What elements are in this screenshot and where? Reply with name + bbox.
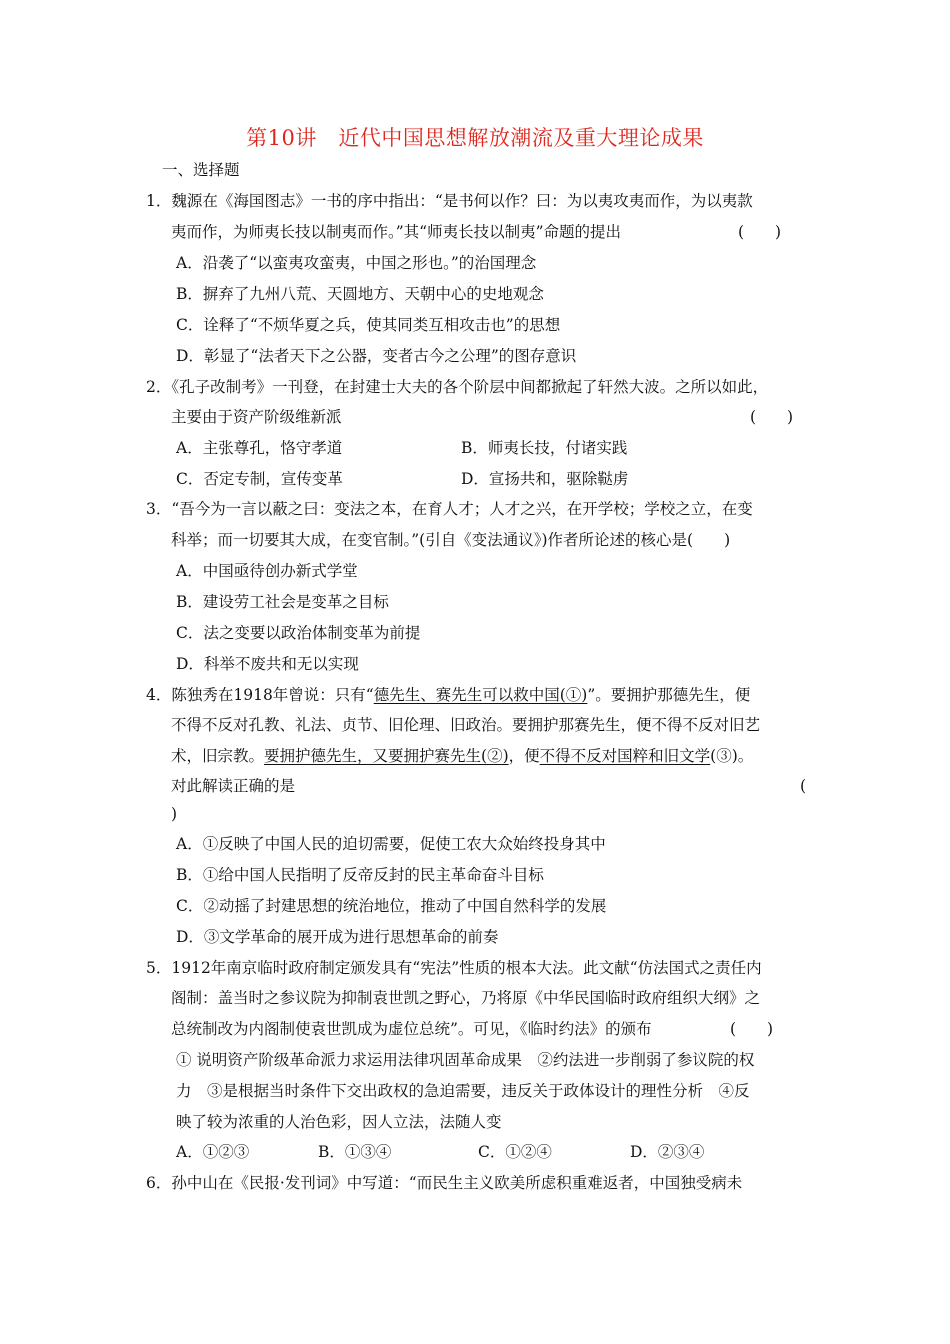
section-heading: 一、选择题 bbox=[162, 161, 240, 179]
question-5-option-b: B．①③④ bbox=[318, 1143, 392, 1161]
question-4-text-line-1 bbox=[146, 685, 750, 705]
question-4-paren-open: ( bbox=[800, 777, 807, 795]
underlined-phrase-1: 德先生、赛先生可以救中国(①) bbox=[373, 686, 588, 704]
question-4-option-a: A．①反映了中国人民的迫切需要，促使工农大众始终投身其中 bbox=[176, 835, 606, 853]
question-5-option-a: A．①②③ bbox=[176, 1143, 250, 1161]
question-4-text-line-2: 不得不反对孔教、礼法、贞节、旧伦理、旧政治。要拥护那赛先生，便不得不反对旧艺 bbox=[171, 716, 761, 734]
question-1-text-line-2: 夷而作，为师夷长技以制夷而作。”其“师夷长技以制夷”命题的提出 bbox=[171, 223, 622, 241]
question-1-option-d: D．彰显了“法者天下之公器，变者古今之公理”的图存意识 bbox=[176, 347, 577, 365]
question-2-text-line-1: 2．《孔子改制考》一刊登，在封建士大夫的各个阶层中间都掀起了轩然大波。之所以如此， bbox=[146, 378, 769, 396]
question-5-statement-line-1: ① 说明资产阶级革命派力求运用法律巩固革命成果 ②约法进一步削弱了参议院的权 bbox=[176, 1051, 755, 1069]
question-5-text-line-3: 总统制改为内阁制使袁世凯成为虚位总统”。可见，《临时约法》的颁布 bbox=[171, 1020, 652, 1038]
question-4-text-line-4: 对此解读正确的是 bbox=[171, 777, 296, 795]
question-4-text-e: (③)。 bbox=[710, 747, 754, 765]
question-4-option-d: D．③文学革命的展开成为进行思想革命的前奏 bbox=[176, 928, 499, 946]
question-2-option-b: B．师夷长技，付诸实践 bbox=[461, 439, 628, 457]
underlined-phrase-3: 不得不反对国粹和旧文学 bbox=[539, 747, 711, 765]
question-5-text-line-1: 5．1912年南京临时政府制定颁发具有“宪法”性质的根本大法。此文献“仿法国式之责任内 bbox=[146, 959, 762, 977]
question-4-text-d: ，便 bbox=[508, 747, 540, 765]
question-5-statement-line-3: 映了较为浓重的人治色彩，因人立法，法随人变 bbox=[176, 1113, 502, 1131]
question-4-text-c: 术，旧宗教。 bbox=[171, 747, 265, 765]
question-3-option-c: C．法之变要以政治体制变革为前提 bbox=[176, 624, 421, 642]
question-2-text-line-2: 主要由于资产阶级维新派 bbox=[171, 408, 342, 426]
question-3-text-line-1: 3．“吾今为一言以蔽之曰：变法之本，在育人才；人才之兴，在开学校；学校之立，在变 bbox=[146, 500, 753, 518]
question-5-answer-blank: ( ) bbox=[730, 1020, 774, 1038]
question-3-option-b: B．建设劳工社会是变革之目标 bbox=[176, 593, 389, 611]
question-4-text-line-3 bbox=[171, 746, 753, 766]
question-3-option-d: D．科举不废共和无以实现 bbox=[176, 655, 359, 673]
question-5-statement-line-2: 力 ③是根据当时条件下交出政权的急迫需要，违反关于政体设计的理性分析 ④反 bbox=[176, 1082, 750, 1100]
question-3-text-line-2: 科举；而一切要其大成，在变官制。”(引自《变法通议》)作者所论述的核心是( ) bbox=[171, 531, 731, 549]
question-6-text-line-1: 6．孙中山在《民报·发刊词》中写道：“而民生主义欧美所虑积重难返者，中国独受病未 bbox=[146, 1174, 743, 1192]
question-3-option-a: A．中国亟待创办新式学堂 bbox=[176, 562, 358, 580]
question-4-paren-close: ) bbox=[171, 805, 178, 823]
question-4-option-c: C．②动摇了封建思想的统治地位，推动了中国自然科学的发展 bbox=[176, 897, 607, 915]
question-4-text-b: ”。要拥护那德先生，便 bbox=[587, 686, 751, 704]
page-title: 第10讲 近代中国思想解放潮流及重大理论成果 bbox=[246, 126, 704, 150]
question-1-answer-blank: ( ) bbox=[738, 223, 782, 241]
underlined-phrase-2: 要拥护德先生，又要拥护赛先生(②) bbox=[264, 747, 509, 765]
question-5-option-c: C．①②④ bbox=[478, 1143, 552, 1161]
question-1-option-a: A．沿袭了“以蛮夷攻蛮夷，中国之形也。”的治国理念 bbox=[176, 254, 537, 272]
question-1-option-b: B．摒弃了九州八荒、天圆地方、天朝中心的史地观念 bbox=[176, 285, 544, 303]
question-2-option-d: D．宣扬共和，驱除鞑虏 bbox=[461, 470, 629, 488]
question-2-option-c: C．否定专制，宣传变革 bbox=[176, 470, 343, 488]
question-2-answer-blank: ( ) bbox=[750, 408, 794, 426]
question-4-text-a: 4．陈独秀在1918年曾说：只有“ bbox=[146, 686, 374, 704]
question-1-text-line-1: 1．魏源在《海国图志》一书的序中指出：“是书何以作？曰：为以夷攻夷而作，为以夷款 bbox=[146, 192, 753, 210]
question-5-text-line-2: 阁制：盖当时之参议院为抑制袁世凯之野心，乃将原《中华民国临时政府组织大纲》之 bbox=[171, 989, 761, 1007]
question-2-option-a: A．主张尊孔，恪守孝道 bbox=[176, 439, 343, 457]
question-4-option-b: B．①给中国人民指明了反帝反封的民主革命奋斗目标 bbox=[176, 866, 544, 884]
question-1-option-c: C．诠释了“不烦华夏之兵，使其同类互相攻击也”的思想 bbox=[176, 316, 561, 334]
question-5-option-d: D．②③④ bbox=[630, 1143, 705, 1161]
